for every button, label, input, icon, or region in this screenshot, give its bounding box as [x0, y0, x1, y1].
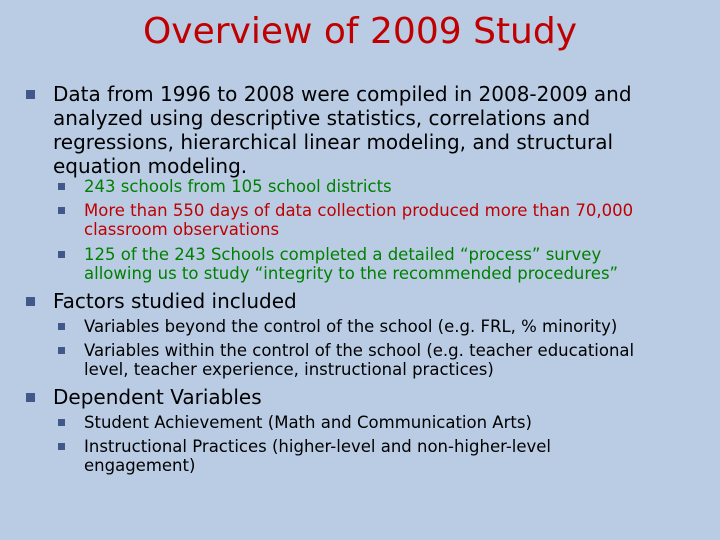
sub-bullet-line: Variables within the control of the school (e.g. teacher educational — [84, 341, 635, 360]
sub-bullet-line: engagement) — [84, 456, 196, 475]
bullet-line: analyzed using descriptive statistics, correlations and — [53, 106, 591, 130]
bullet-line: equation modeling. — [53, 154, 248, 178]
sub-bullet-line: classroom observations — [84, 220, 280, 239]
sub-bullet-line: More than 550 days of data collection produced more than 70,000 — [84, 201, 634, 220]
square-bullet-icon — [58, 251, 65, 258]
sub-bullet-line: 125 of the 243 Schools completed a detailed “process” survey — [84, 245, 602, 264]
bullet-line: regressions, hierarchical linear modeling, and structural — [53, 130, 614, 154]
square-bullet-icon — [58, 207, 65, 214]
square-bullet-icon — [26, 90, 35, 99]
square-bullet-icon — [58, 419, 65, 426]
bullet-line: Data from 1996 to 2008 were compiled in 2008-2009 and — [53, 82, 632, 106]
sub-bullet-line: level, teacher experience, instructional practices) — [84, 360, 494, 379]
square-bullet-icon — [26, 393, 35, 402]
slide-title: Overview of 2009 Study — [142, 11, 578, 52]
square-bullet-icon — [26, 297, 35, 306]
square-bullet-icon — [58, 323, 65, 330]
sub-bullet-line: allowing us to study “integrity to the recommended procedures” — [84, 264, 619, 283]
square-bullet-icon — [58, 443, 65, 450]
square-bullet-icon — [58, 183, 65, 190]
sub-bullet-line: Student Achievement (Math and Communication Arts) — [84, 413, 532, 432]
sub-bullet-line: 243 schools from 105 school districts — [84, 177, 392, 196]
sub-bullet-line: Variables beyond the control of the school (e.g. FRL, % minority) — [84, 317, 618, 336]
bullet-line: Dependent Variables — [53, 385, 262, 409]
sub-bullet-line: Instructional Practices (higher-level and non-higher-level — [84, 437, 552, 456]
bullet-line: Factors studied included — [53, 289, 297, 313]
square-bullet-icon — [58, 347, 65, 354]
